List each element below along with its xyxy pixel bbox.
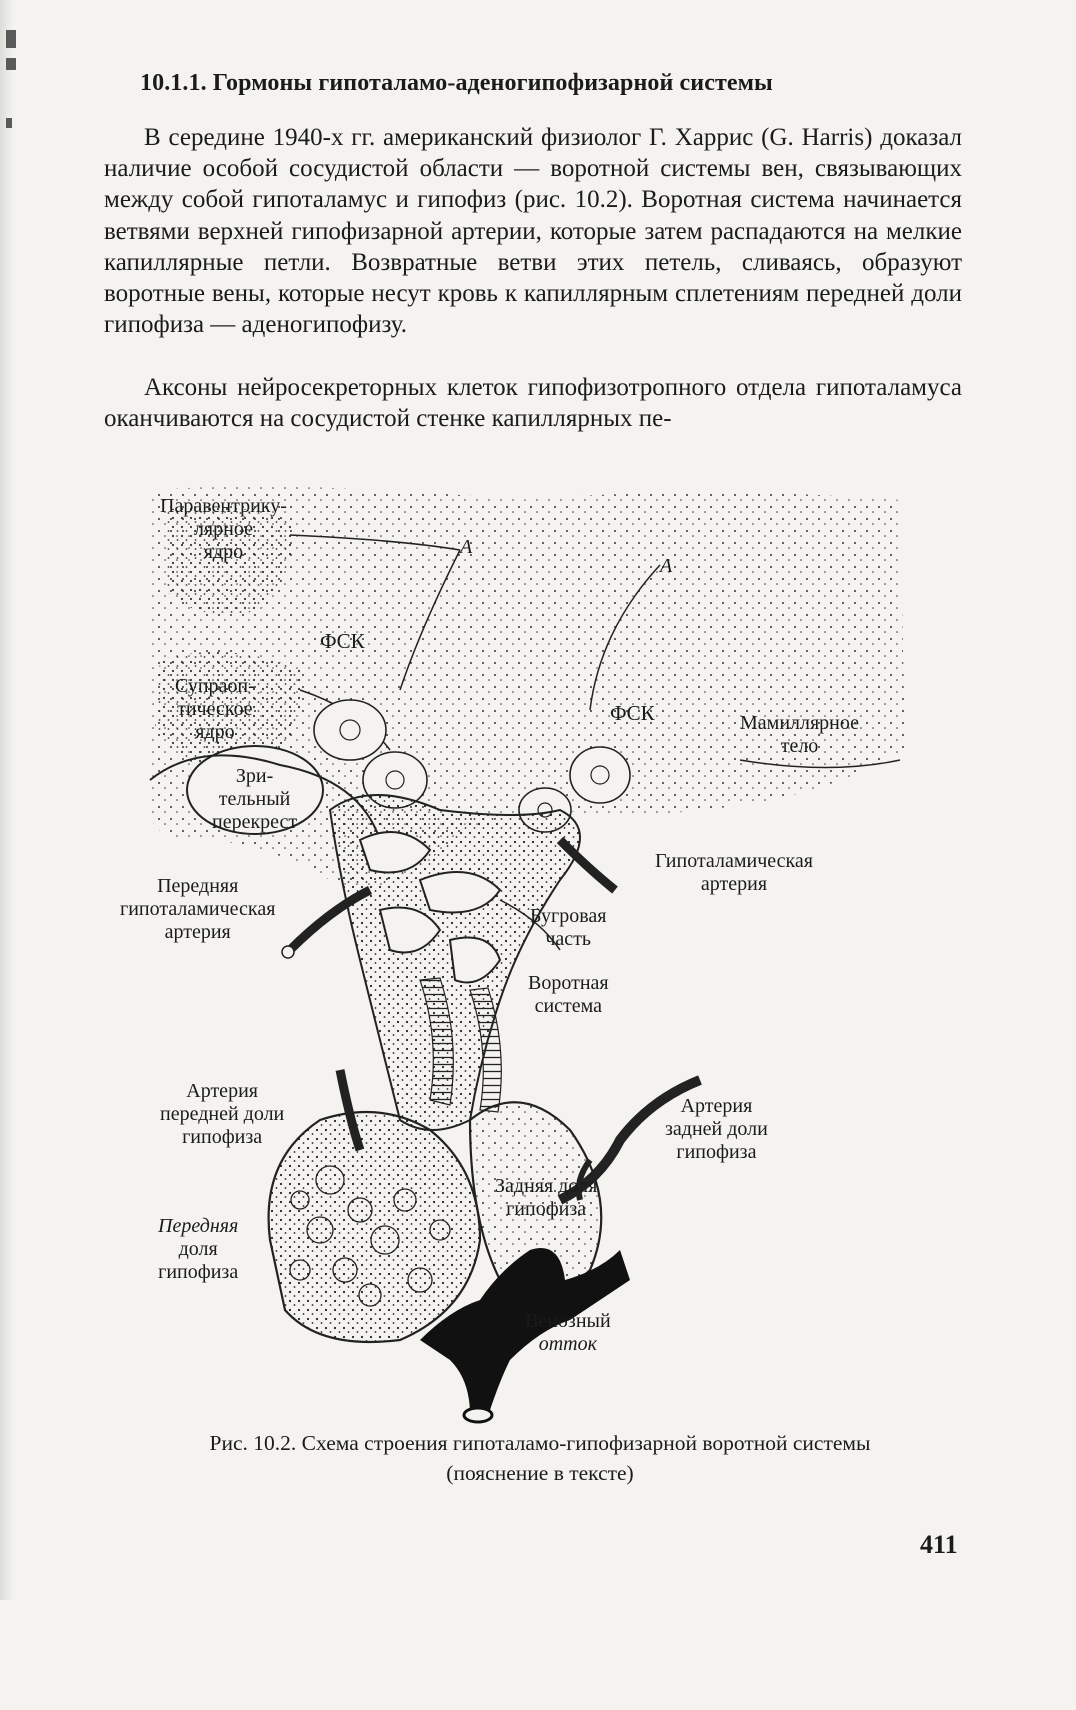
figure-hypothalamo-pituitary-portal-system: [0, 480, 1076, 1710]
paragraph-1: В середине 1940-х гг. американский физиолог Г. Харрис (G. Harris) доказал наличие особой сосудистой области — воротной системы вен, связывающих между собой гипоталамус и гипофиз (рис. 10.2). Воротная система начинается ветвями верхней гипофизарной артерии, которые затем распадаются на мелкие капиллярные петли. Возвратные ветви этих петель, сливаясь, образуют воротные вены, которые несут кровь к капиллярным сплетениям передней доли гипофиза — аденогипофизу.: [104, 124, 962, 339]
scan-mark: [6, 58, 16, 70]
label-a-left: А: [460, 536, 473, 558]
label-anterior-hypothalamic-artery: Передняя гипоталамическая артерия: [120, 875, 276, 943]
label-tuberal-part: Бугровая часть: [530, 905, 607, 950]
label-fsk-right: ФСК: [610, 701, 655, 725]
label-posterior-lobe: Задняя доля гипофиза: [495, 1175, 598, 1220]
label-posterior-lobe-artery: Артерия задней доли гипофиза: [665, 1095, 768, 1163]
label-paraventricular-nucleus: Паравентрику- лярное ядро: [160, 495, 287, 563]
label-supraoptic-nucleus: Супраоп- тическое ядро: [175, 675, 255, 743]
scan-mark: [6, 118, 12, 128]
neuron-body: [314, 700, 386, 760]
label-anterior-lobe: Передняя доля гипофиза: [158, 1215, 239, 1283]
label-venous-outflow: Венозный отток: [525, 1310, 611, 1355]
anterior-lobe: [269, 1112, 480, 1342]
scan-mark: [6, 30, 16, 48]
figure-caption: Рис. 10.2. Схема строения гипоталамо-гипофизарной воротной системы (пояснение в тексте): [209, 1431, 871, 1485]
page-number: 411: [920, 1530, 958, 1559]
label-portal-system: Воротная система: [528, 972, 609, 1017]
label-a-right: А: [660, 555, 673, 577]
label-anterior-lobe-artery: Артерия передней доли гипофиза: [160, 1080, 285, 1148]
neuron-body: [570, 747, 630, 803]
label-hypothalamic-artery: Гипоталамическая артерия: [655, 850, 813, 895]
venous-outflow-opening: [464, 1408, 492, 1422]
label-optic-chiasm: Зри- тельный перекрест: [212, 765, 298, 833]
label-mamillary-body: Мамиллярное тело: [740, 712, 860, 757]
section-heading: 10.1.1. Гормоны гипоталамо-аденогипофизарной системы: [140, 70, 773, 96]
label-fsk-left: ФСК: [320, 629, 365, 653]
paragraph-2: Аксоны нейросекреторных клеток гипофизотропного отдела гипоталамуса оканчиваются на сосудистой стенке капиллярных пе-: [104, 374, 962, 433]
